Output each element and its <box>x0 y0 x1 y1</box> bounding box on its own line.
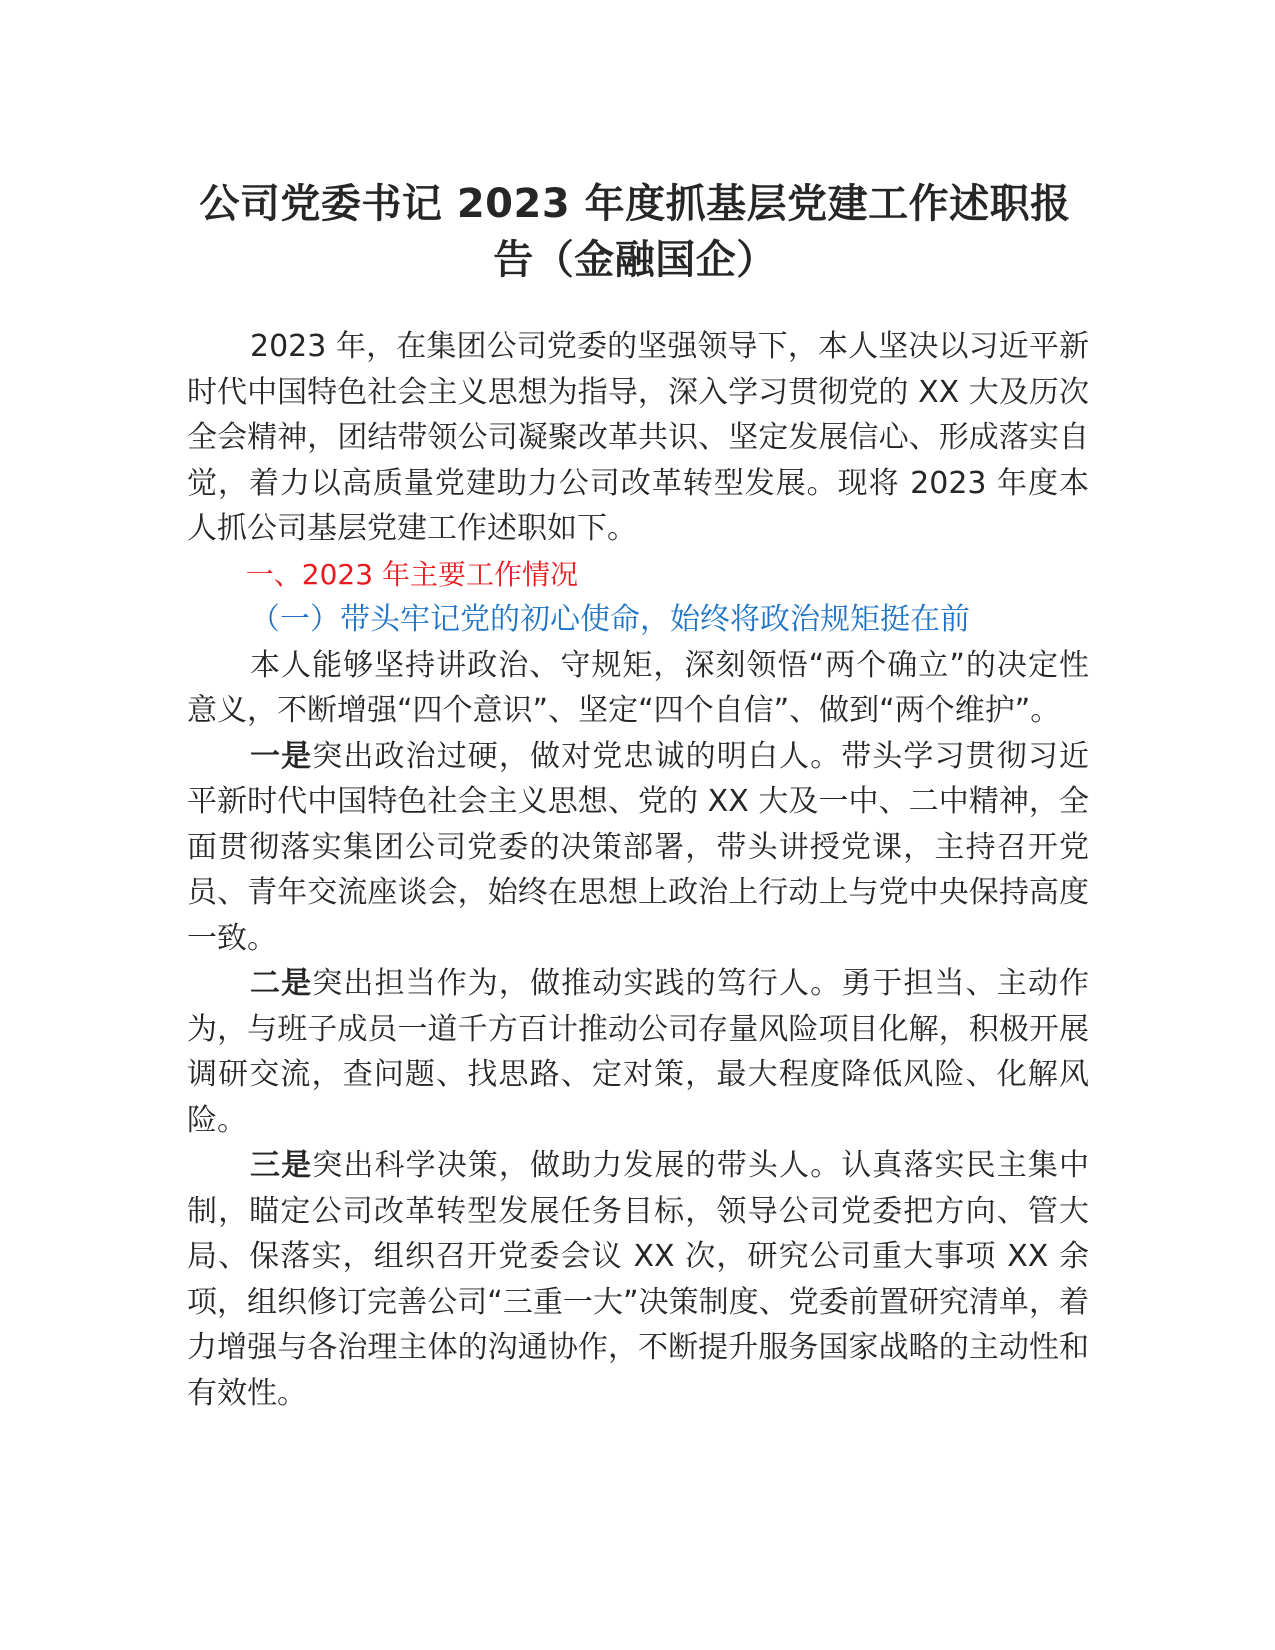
intro-paragraph: 2023 年，在集团公司党委的坚强领导下，本人坚决以习近平新时代中国特色社会主义思想为指导，深入学习贯彻党的 XX 大及历次全会精神，团结带领公司凝聚改革共识、坚定发展信心、形成落实自觉，着力以高质量党建助力公司改革转型发展。现将 2023 年度本人抓公司基层党建工作述职如下。 <box>187 329 1089 546</box>
point-paragraph-2 <box>187 961 1089 1143</box>
point-paragraph-1 <box>187 734 1089 962</box>
subsection-heading: （一）带头牢记党的初心使命，始终将政治规矩挺在前 <box>250 602 970 637</box>
document-title: 公司党委书记 2023 年度抓基层党建工作述职报告（金融国企） <box>199 181 1071 283</box>
body-paragraph: 本人能够坚持讲政治、守规矩，深刻领悟“两个确立”的决定性意义，不断增强“四个意识”、坚定“四个自信”、做到“两个维护”。 <box>187 647 1089 728</box>
document-body <box>187 324 1089 1416</box>
point-lead-3: 三是 <box>250 1148 313 1183</box>
point-text-3: 突出科学决策，做助力发展的带头人。认真落实民主集中制，瞄定公司改革转型发展任务目标，领导公司党委把方向、管大局、保落实，组织召开党委会议 XX 次，研究公司重大事项 XX 余项，组织修订完善公司“三重一大”决策制度、党委前置研究清单，着力增强与各治理主体的沟通协作，不断提升服务国家战略的主动性和有效性。 <box>187 1148 1090 1411</box>
point-text-2: 突出担当作为，做推动实践的笃行人。勇于担当、主动作为，与班子成员一道千方百计推动公司存量风险项目化解，积极开展调研交流，查问题、找思路、定对策，最大程度降低风险、化解风险。 <box>187 966 1090 1138</box>
section-heading: 一、2023 年主要工作情况 <box>245 557 578 591</box>
point-text-1: 突出政治过硬，做对党忠诚的明白人。带头学习贯彻习近平新时代中国特色社会主义思想、党的 XX 大及一中、二中精神，全面贯彻落实集团公司党委的决策部署，带头讲授党课，主持召开党员、青年交流座谈会，始终在思想上政治上行动上与党中央保持高度一致。 <box>187 738 1090 956</box>
point-lead-2: 二是 <box>250 966 313 1001</box>
point-paragraph-3 <box>187 1143 1089 1416</box>
point-lead-1: 一是 <box>250 738 313 774</box>
